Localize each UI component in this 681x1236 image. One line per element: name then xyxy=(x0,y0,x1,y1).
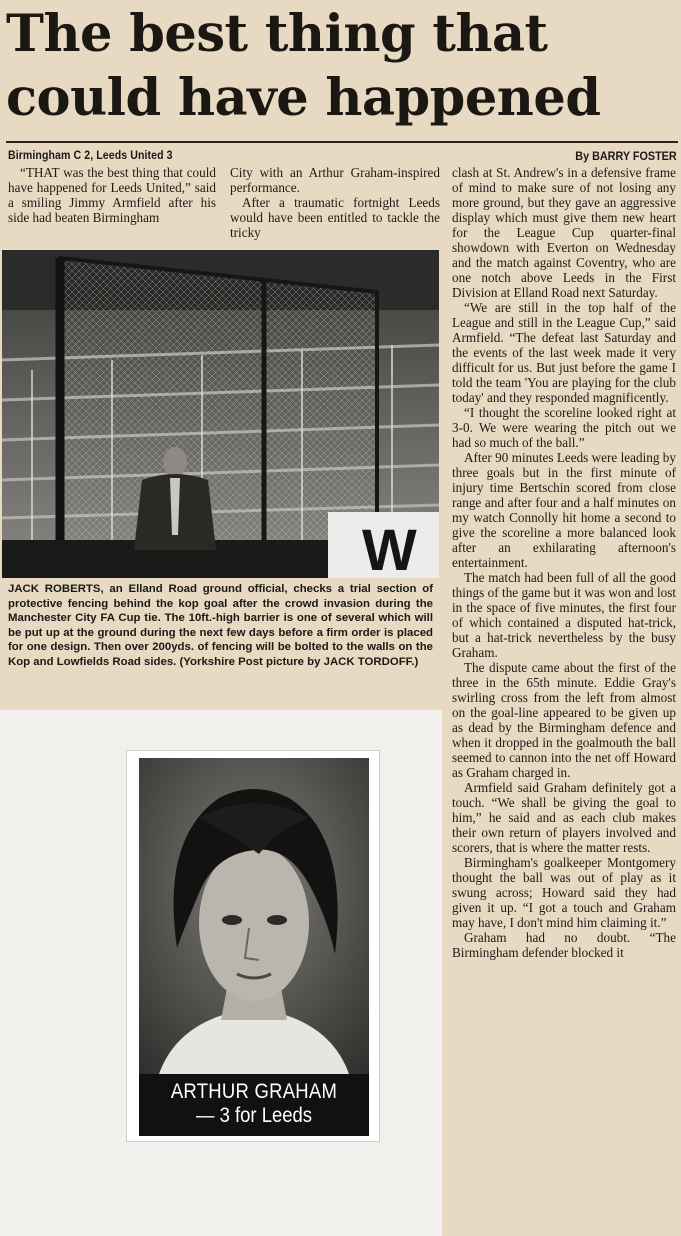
fencing-photo-illustration xyxy=(2,250,439,578)
article-column-3 xyxy=(452,165,676,960)
paragraph: clash at St. Andrew's in a defensive frame of mind to make sure of not losing any more ground, but they gave an aggressive display which must give them new heart for the League Cup quarter-final showdown with Everton on Wednesday and the match against Coventry, who are one notch above Leeds in the First Division at Elland Road next Saturday. xyxy=(452,165,676,300)
paragraph: After 90 minutes Leeds were leading by three goals but in the first minute of injury time Bertschin scored from close range and after four and a half minutes on my watch Connolly hit home a second to give the scoreline a more balanced look after an exhilarating afternoon's entertainment. xyxy=(452,450,676,570)
headline-line-2: could have happened xyxy=(6,68,601,128)
portrait-nameplate xyxy=(139,1074,369,1136)
portrait-subtitle: — 3 for Leeds xyxy=(195,1104,313,1127)
paragraph: The dispute came about the first of the three in the 65th minute. Eddie Gray's swirling cross from the left from almost on the goal-line appeared to be given up as dead by the Birmingham defence and when it dropped in the goalmouth the ball seemed to cannon into the net off Howard as Graham charged in. xyxy=(452,660,676,780)
paragraph: Birmingham's goalkeeper Montgomery thought the ball was out of play as it swung across; Howard said they had given it up. “I got a touch and Graham may have, I don't mind him claiming it.” xyxy=(452,855,676,930)
paragraph: “THAT was the best thing that could have happened for Leeds United,” said a smiling Jimmy Armfield after his side had beaten Birmingham xyxy=(8,165,216,225)
player-portrait-illustration xyxy=(139,758,369,1074)
photo-sign-letter: W xyxy=(362,518,417,578)
portrait-card xyxy=(126,750,380,1142)
photo-caption: JACK ROBERTS, an Elland Road ground official, checks a trial section of protective fencing behind the kop goal after the crowd invasion during the Manchester City FA Cup tie. The 10ft.-high barrier is one of several which will be put up at the ground during the next few days before a firm order is placed for one design. Then over 200yds. of fencing will be bolted to the walls on the Kop and Lowfields Road sides. (Yorkshire Post picture by JACK TORDOFF.) xyxy=(8,583,433,668)
paragraph: “I thought the scoreline looked right at 3-0. We were wearing the pitch out we had so much of the ball.” xyxy=(452,405,676,450)
headline xyxy=(6,2,666,130)
byline: By BARRY FOSTER xyxy=(575,149,677,163)
match-result: Birmingham C 2, Leeds United 3 xyxy=(8,148,173,162)
player-portrait xyxy=(139,758,369,1074)
article-column-1 xyxy=(8,165,216,225)
headline-line-1: The best thing that xyxy=(6,4,548,64)
paragraph: Graham had no doubt. “The Birmingham defender blocked it xyxy=(452,930,676,960)
paragraph: After a traumatic fortnight Leeds would have been entitled to tackle the tricky xyxy=(230,195,440,240)
article-column-2 xyxy=(230,165,440,240)
paragraph: City with an Arthur Graham-inspired performance. xyxy=(230,165,440,195)
fencing-photo xyxy=(2,250,439,578)
headline-rule xyxy=(6,141,678,143)
paragraph: The match had been full of all the good things of the game but it was won and lost in the space of five minutes, the first four of which contained a disputed hat-trick, but a hat-trick nevertheless by the busy Graham. xyxy=(452,570,676,660)
paragraph: Armfield said Graham definitely got a touch. “We shall be giving the goal to him,” he said and as each club makes their own return of players involved and scorers, that is where the matter rests. xyxy=(452,780,676,855)
portrait-name: ARTHUR GRAHAM xyxy=(170,1080,338,1103)
paragraph: “We are still in the top half of the League and still in the League Cup,” said Armfield. “The defeat last Saturday and the events of the last week made it very difficult for us. But just before the game I told the team 'You are playing for the club today' and they responded magnificently. xyxy=(452,300,676,405)
